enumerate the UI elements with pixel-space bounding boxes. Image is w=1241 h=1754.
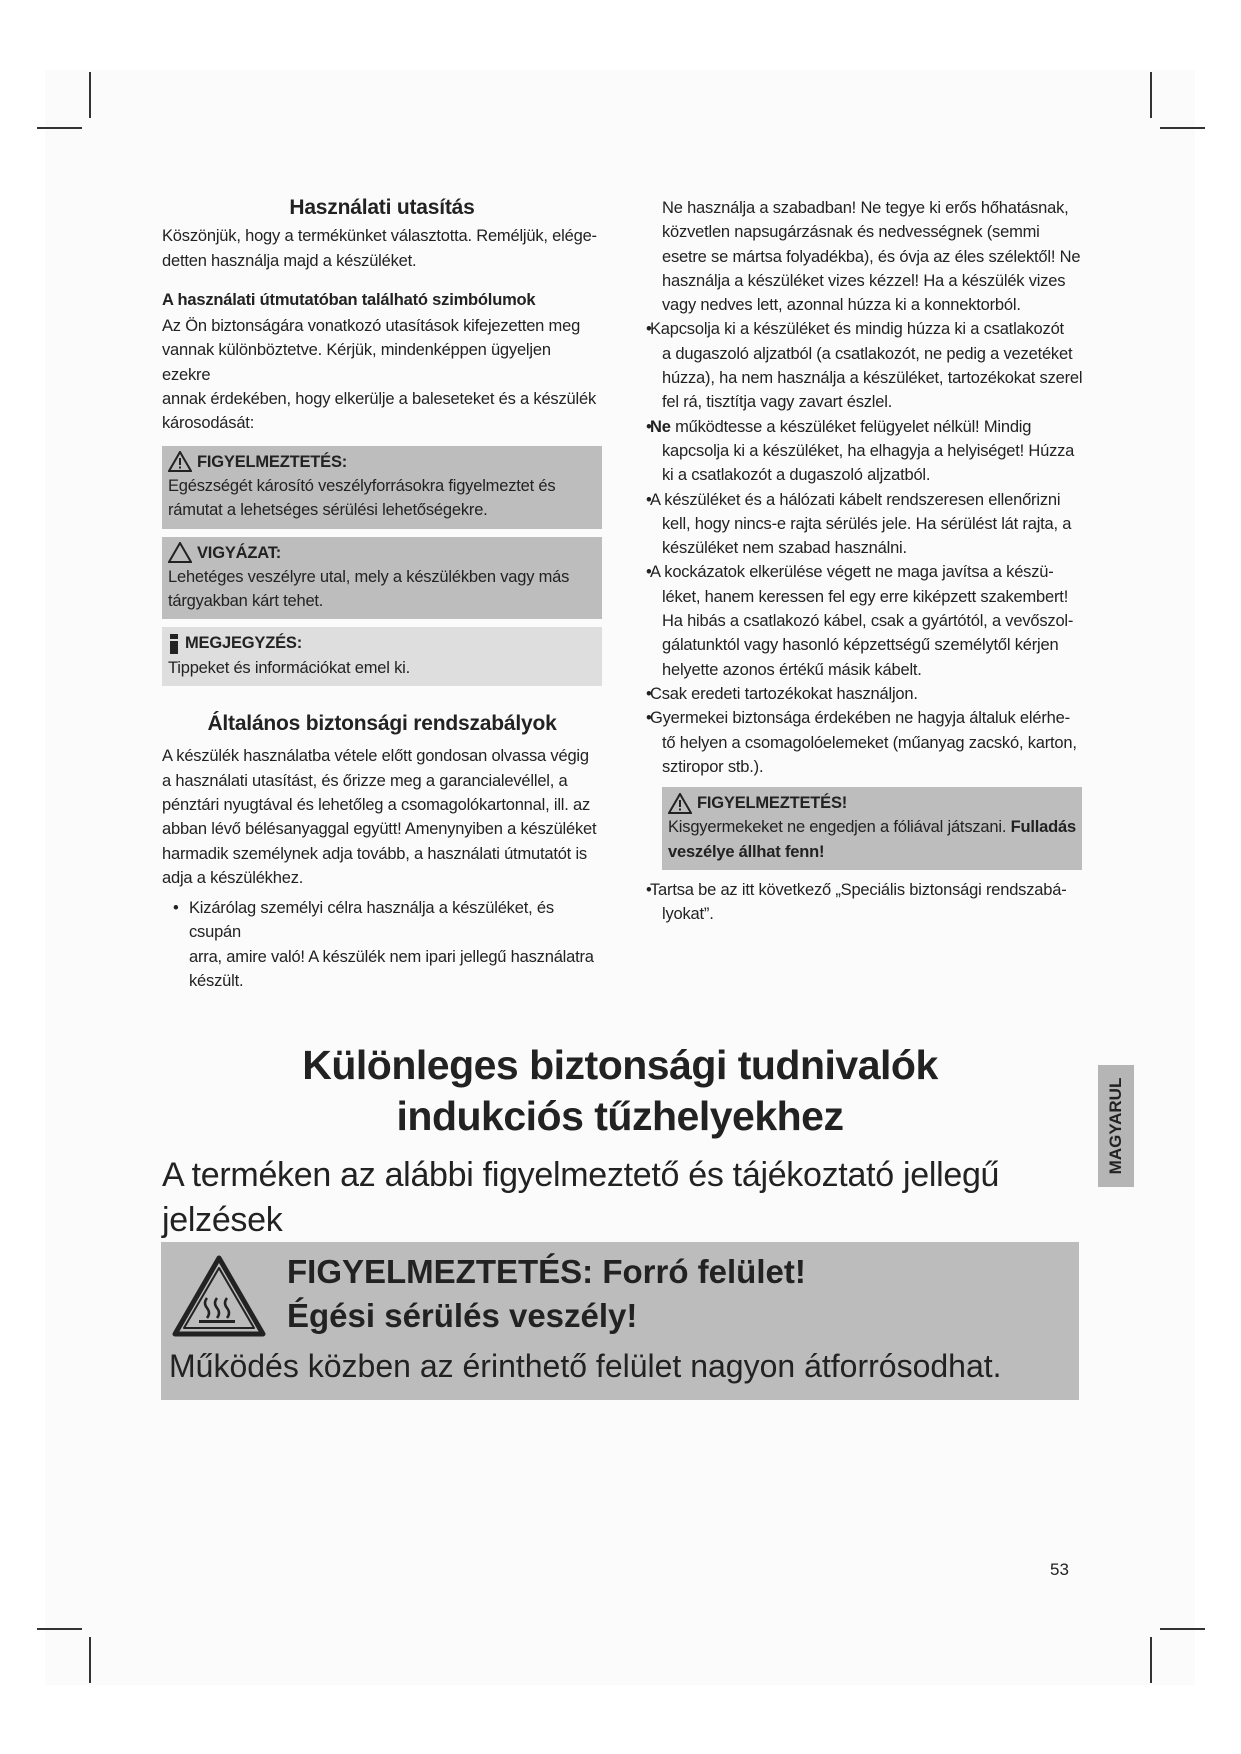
bullet-line: fel rá, tisztítja vagy zavart észlel. [662,393,893,412]
general-text-line: pénztári nyugtával és lehetőleg a csomagolókartonnal, ill. az [162,795,591,814]
bullet-line: ki a csatlakozót a dugaszoló aljzatból. [662,466,931,485]
caution-label: VIGYÁZAT: [197,543,282,562]
right-warning-text [668,840,1076,864]
crop-mark [1160,1628,1205,1630]
symbols-text-line: vannak különböztetve. Kérjük, mindenképpen ügyeljen ezekre [162,341,551,384]
warning-text: Kisgyermekeket ne engedjen a fóliával játszani. [668,818,1011,837]
symbols-text-line: Az Ön biztonságára vonatkozó utasítások kifejezetten meg [162,317,581,336]
list-item [635,682,1085,706]
special-safety-title [160,1040,1080,1142]
special-title-line: Különleges biztonsági tudnivalók [302,1042,938,1088]
bullet-line: Ne használja a szabadban! Ne tegye ki erős hőhatásnak, [662,199,1069,217]
continued-bullet [635,196,1085,317]
symbols-heading: A használati útmutatóban található szimbólumok [162,290,536,309]
general-text-line: a használati utasítást, és őrizze meg a garancialevéllel, a [162,771,568,790]
right-warning-box [662,787,1082,870]
warning-bold-text: Fulladás [1010,818,1076,837]
intro-line: detten használja majd a készüléket. [162,251,417,270]
warning-triangle-icon [168,451,192,472]
right-warning-header [668,791,1076,815]
note-text: Tippeket és információkat emel ki. [168,658,411,677]
info-icon [168,633,180,655]
warning-triangle-icon [668,793,692,814]
bullet-line: a dugaszoló aljzatból (a csatlakozót, ne pedig a vezetéket [662,344,1073,363]
crop-mark [1160,127,1205,129]
bullet-line: kapcsolja ki a készüléket, ha elhagyja a helyiséget! Húzza [662,441,1075,460]
general-text-line: adja a készülékhez. [162,868,304,887]
caution-text-line: Lehetéges veszélyre utal, mely a készülékben vagy más [168,567,570,586]
hot-surface-warning-box [161,1242,1079,1400]
right-warning-label: FIGYELMEZTETÉS! [697,794,848,813]
general-text-line: harmadik személynek adja tovább, a használati útmutatót is [162,844,587,863]
crop-mark [37,127,82,129]
list-item [635,878,1085,927]
caution-box [162,537,602,620]
crop-mark [1150,1637,1152,1683]
right-bullet-list [635,317,1085,779]
bullet-line: készüléket nem szabad használni. [662,539,907,558]
right-warning-text [668,815,1076,839]
bullet-line: • A kockázatok elkerülése végett ne maga javítsa a készü- [650,563,1054,582]
bullet-line: • Gyermekei biztonsága érdekében ne hagyja általuk elérhe- [650,709,1070,728]
bullet-line: gálatunktól vagy hasonló képzettségű személytől kérjen [662,636,1059,655]
warning-bold-text: veszélye állhat fenn! [668,842,825,861]
bullet-text: működtesse a készüléket felügyelet nélkül! Mindig [670,417,1032,436]
warning-text-line: Egészségét károsító veszélyforrásokra figyelmeztet és [168,476,556,495]
hot-surface-warning-icon [171,1254,267,1338]
symbols-text-line: annak érdekében, hogy elkerülje a baleseteket és a készülék [162,390,596,409]
bullet-line: lyokat”. [662,905,714,924]
warning-label: FIGYELMEZTETÉS: [197,452,348,471]
bullet-line [650,415,1085,439]
list-item [635,488,1085,561]
burn-hazard-text: Égési sérülés veszély! [287,1297,638,1334]
note-box [162,627,602,686]
crop-mark [37,1628,82,1630]
note-header [168,631,596,655]
general-text-line: A készülék használatba vétele előtt gondosan olvassa végig [162,747,589,766]
bold-word: Ne [650,417,671,436]
warning-header [168,450,596,474]
list-item [162,896,602,993]
special-intro-line: A terméken az alábbi figyelmeztető és tájékoztató jellegű jelzések [162,1156,1000,1239]
list-item [635,415,1085,488]
list-item [635,560,1085,681]
hot-surface-description: Működés közben az érinthető felület nagyon átforrósodhat. [169,1348,1002,1384]
bullet-line: tő helyen a csomagolóelemeket (műanyag zacskó, karton, [662,733,1077,752]
bullet-line: készült. [189,972,244,991]
special-title-line: indukciós tűzhelyekhez [396,1093,844,1139]
bullet-line: • Kapcsolja ki a készüléket és mindig húzza ki a csatlakozót [650,320,1064,339]
bullet-line: vagy nedves lett, azonnal húzza ki a konnektorból. [662,296,1021,315]
bullet-line: léket, hanem keressen fel egy erre kiképzett szakembert! [662,587,1069,606]
bullet-line: • Kizárólag személyi célra használja a készüléket, és csupán [189,899,554,942]
left-bullet-list [162,896,602,993]
general-text-line: abban lévő bélésanyaggal együtt! Amenynyiben a készüléket [162,820,597,839]
caution-text-line: tárgyakban kárt tehet. [168,592,324,611]
crop-mark [1150,72,1152,118]
bullet-line: esetre se mártsa folyadékba), és óvja az éles szélektől! Ne [662,247,1081,266]
crop-mark [89,72,91,118]
intro-line: Köszönjük, hogy a termékünket választotta. Reméljük, elége- [162,227,597,246]
right-column [635,196,1085,927]
bullet-line: sztiropor stb.). [662,757,764,776]
right-bullet-list-2 [635,878,1085,927]
bullet-line: helyette azonos értékű másik kábelt. [662,660,922,679]
bullet-line: arra, amire való! A készülék nem ipari jellegű használatra [189,947,594,966]
language-label: MAGYARUL [1106,1077,1125,1175]
bullet-line: Ha hibás a csatlakozó kábel, csak a gyártótól, a vevőszol- [662,612,1074,631]
warning-text-line: rámutat a lehetséges sérülési lehetőségekre. [168,501,488,520]
list-item [635,317,1085,414]
hot-surface-warning-title: FIGYELMEZTETÉS: Forró felület! [287,1253,806,1290]
left-column [162,196,602,993]
page-number: 53 [1050,1560,1069,1579]
bullet-line: • Csak eredeti tartozékokat használjon. [650,684,918,703]
bullet-line: használja a készüléket vizes kézzel! Ha a készülék vizes [662,271,1066,290]
symbols-text-line: károsodását: [162,414,255,433]
caution-header [168,541,596,565]
bullet-line: kell, hogy nincs-e rajta sérülés jele. Ha sérülést lát rajta, a [662,514,1072,533]
language-side-tab [1098,1065,1134,1187]
crop-mark [89,1637,91,1683]
manual-title: Használati utasítás [289,196,475,219]
bullet-line: • Tartsa be az itt következő „Speciális biztonsági rendszabá- [650,881,1067,900]
caution-triangle-icon [168,542,192,563]
note-label: MEGJEGYZÉS: [185,634,302,653]
list-item [635,706,1085,779]
general-safety-heading: Általános biztonsági rendszabályok [207,712,557,736]
warning-box [162,446,602,529]
bullet-line: közvetlen napsugárzásnak és nedvességnek (semmi [662,223,1040,242]
bullet-line: húzza), ha nem használja a készüléket, tartozékokat szerel [662,369,1083,388]
bullet-line: • A készüléket és a hálózati kábelt rendszeresen ellenőrizni [650,490,1061,509]
